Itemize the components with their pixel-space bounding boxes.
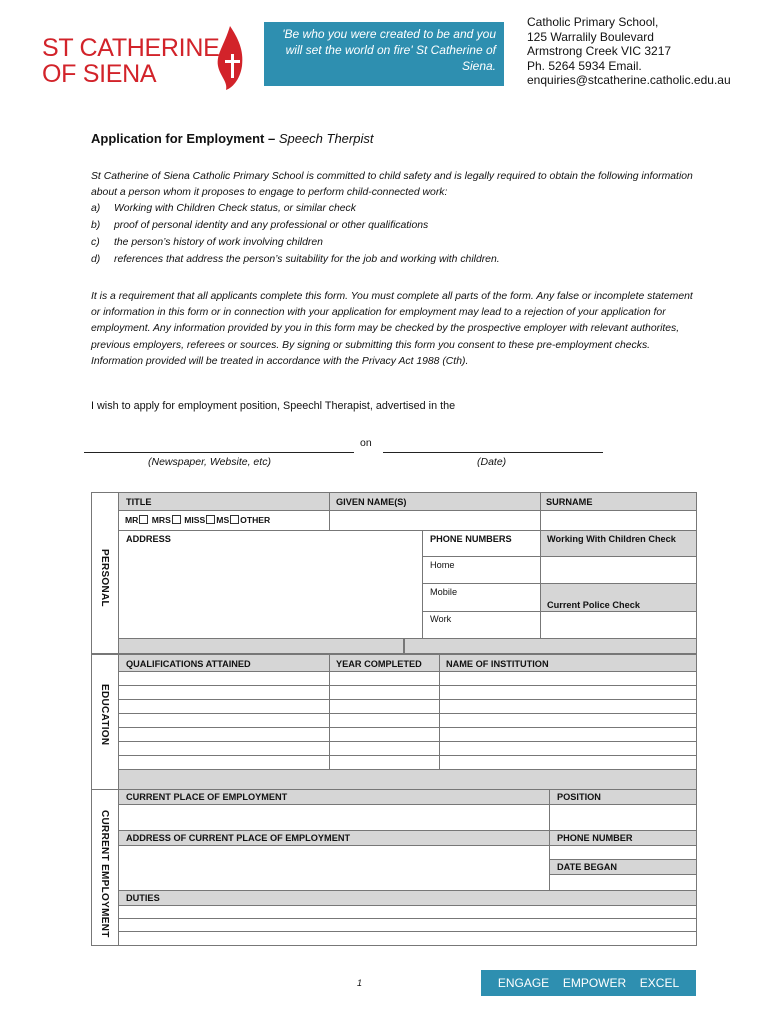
address-input[interactable] bbox=[118, 530, 423, 639]
email-link[interactable]: enquiries@stcatherine.catholic.edu.au bbox=[527, 73, 731, 87]
duties-header bbox=[118, 890, 697, 906]
list-item: b) proof of personal identity and any professional or other qualifications bbox=[91, 220, 429, 231]
section-label-employment: CURRENT EMPLOYMENT bbox=[99, 810, 110, 938]
emp-address-label: ADDRESS OF CURRENT PLACE OF EMPLOYMENT bbox=[126, 833, 351, 843]
emp-address-input[interactable] bbox=[118, 845, 550, 891]
mr-checkbox[interactable] bbox=[139, 515, 148, 524]
date-caption: (Date) bbox=[477, 456, 507, 468]
title-role: Speech Therpist bbox=[278, 131, 374, 146]
source-input-line[interactable] bbox=[84, 440, 354, 453]
footer-word: ENGAGE bbox=[497, 976, 550, 990]
title-label: TITLE bbox=[126, 497, 152, 507]
home-label: Home bbox=[430, 560, 455, 570]
education-input-cell[interactable] bbox=[439, 741, 697, 756]
mrs-checkbox[interactable] bbox=[172, 515, 181, 524]
address-line: Armstrong Creek VIC 3217 bbox=[527, 44, 672, 58]
page-number: 1 bbox=[357, 978, 363, 988]
duties-input[interactable] bbox=[118, 905, 697, 919]
education-input-cell[interactable] bbox=[118, 685, 330, 700]
education-spacer-row bbox=[118, 769, 697, 790]
requirement-text: It is a requirement that all applicants complete this form. You must complete all parts of the form. Any false or incomplete statement or information in this form or in connection with your application for employment may lead to a rejection of your application for employment. Any information provided by you in this form may be checked by the prospective employer with relevant authorites, previous employers, referees or sources. By signing or submitting this form you consent to these pre-employment checks. Information provided will be treated in accordance with the Privacy Act 1988 (Cth). bbox=[91, 291, 693, 367]
ms-checkbox[interactable] bbox=[230, 515, 239, 524]
address-label: ADDRESS bbox=[126, 534, 171, 544]
education-input-cell[interactable] bbox=[329, 741, 440, 756]
on-label: on bbox=[360, 437, 372, 449]
surname-input[interactable] bbox=[540, 510, 697, 531]
education-input-cell[interactable] bbox=[329, 699, 440, 714]
logo-line-2: OF SIENA bbox=[42, 60, 157, 88]
phone-number-label: PHONE NUMBER bbox=[557, 833, 633, 843]
title-options: MR MRS MISS MS OTHER bbox=[125, 515, 271, 525]
education-input-cell[interactable] bbox=[439, 755, 697, 770]
address-line: 125 Warralily Boulevard bbox=[527, 29, 654, 44]
logo-line-1: ST CATHERINE bbox=[42, 34, 220, 62]
qualifications-label: QUALIFICATIONS ATTAINED bbox=[126, 659, 251, 669]
intro-text: St Catherine of Siena Catholic Primary School is committed to child safety and is legally required to obtain the following information about a person whom it proposes to engage to perform child-connected work: bbox=[91, 171, 693, 199]
police-check-input[interactable] bbox=[540, 611, 697, 639]
police-check-label: Current Police Check bbox=[547, 600, 640, 610]
education-input-cell[interactable] bbox=[439, 727, 697, 742]
education-input-cell[interactable] bbox=[329, 755, 440, 770]
footer-banner bbox=[481, 970, 696, 996]
education-input-cell[interactable] bbox=[118, 741, 330, 756]
date-began-input[interactable] bbox=[549, 874, 697, 891]
year-completed-label: YEAR COMPLETED bbox=[336, 659, 422, 669]
source-caption: (Newspaper, Website, etc) bbox=[148, 456, 271, 468]
list-item: d) references that address the person’s suitability for the job and working with children. bbox=[91, 254, 500, 265]
footer-word: EXCEL bbox=[639, 976, 680, 990]
phone-number-input[interactable] bbox=[549, 845, 697, 860]
place-input[interactable] bbox=[118, 804, 550, 831]
position-input[interactable] bbox=[549, 804, 697, 831]
given-names-input[interactable] bbox=[329, 510, 541, 531]
footer-word: EMPOWER bbox=[562, 976, 627, 990]
education-input-cell[interactable] bbox=[329, 671, 440, 686]
duties-label: DUTIES bbox=[126, 893, 160, 903]
education-input-cell[interactable] bbox=[118, 699, 330, 714]
address-line: Ph. 5264 5934 Email. bbox=[527, 58, 642, 73]
duties-input[interactable] bbox=[118, 931, 697, 946]
page-title bbox=[91, 131, 373, 146]
section-label-personal: PERSONAL bbox=[99, 549, 110, 607]
section-label-education: EDUCATION bbox=[99, 684, 110, 746]
education-input-cell[interactable] bbox=[329, 685, 440, 700]
mobile-label: Mobile bbox=[430, 587, 458, 597]
education-input-cell[interactable] bbox=[439, 671, 697, 686]
education-input-cell[interactable] bbox=[118, 755, 330, 770]
position-label: POSITION bbox=[557, 792, 601, 802]
personal-spacer-row bbox=[118, 638, 697, 654]
work-label: Work bbox=[430, 614, 452, 624]
date-input-line[interactable] bbox=[383, 440, 603, 453]
education-input-cell[interactable] bbox=[439, 713, 697, 728]
wwc-input[interactable] bbox=[540, 556, 697, 584]
education-input-cell[interactable] bbox=[118, 713, 330, 728]
list-item: a) Working with Children Check status, or similar check bbox=[91, 203, 356, 214]
surname-label: SURNAME bbox=[546, 497, 593, 507]
flame-cross-icon bbox=[214, 24, 246, 92]
education-input-cell[interactable] bbox=[329, 727, 440, 742]
education-input-cell[interactable] bbox=[439, 699, 697, 714]
miss-checkbox[interactable] bbox=[206, 515, 215, 524]
motto-banner: 'Be who you were created to be and you will set the world on fire' St Catherine of Siena. bbox=[264, 22, 504, 86]
given-names-label: GIVEN NAME(S) bbox=[336, 497, 407, 507]
apply-statement: I wish to apply for employment position, Speechl Therapist, advertised in the bbox=[91, 400, 456, 412]
institution-label: NAME OF INSTITUTION bbox=[446, 659, 549, 669]
phone-numbers-label: PHONE NUMBERS bbox=[430, 534, 512, 544]
date-began-label: DATE BEGAN bbox=[557, 862, 618, 872]
place-label: CURRENT PLACE OF EMPLOYMENT bbox=[126, 792, 288, 802]
education-input-cell[interactable] bbox=[329, 713, 440, 728]
address-line: Catholic Primary School, bbox=[527, 15, 659, 29]
duties-input[interactable] bbox=[118, 918, 697, 932]
education-input-cell[interactable] bbox=[118, 671, 330, 686]
spacer-divider bbox=[403, 638, 405, 654]
school-address bbox=[527, 15, 731, 88]
list-item: c) the person’s history of work involving children bbox=[91, 237, 323, 248]
education-input-cell[interactable] bbox=[118, 727, 330, 742]
wwc-label: Working With Children Check bbox=[547, 534, 676, 544]
education-input-cell[interactable] bbox=[439, 685, 697, 700]
title-main: Application for Employment – bbox=[91, 131, 276, 146]
